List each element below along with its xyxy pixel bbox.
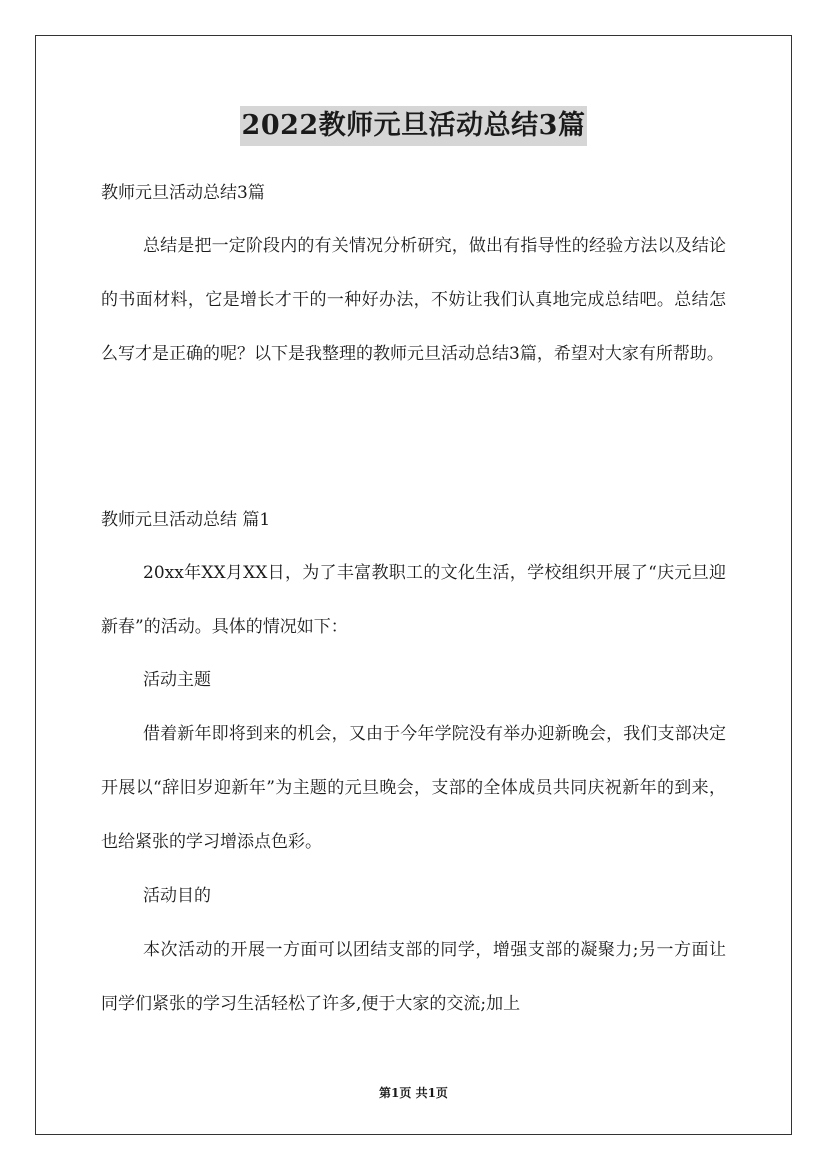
- document-subtitle: 教师元旦活动总结3篇: [101, 183, 265, 203]
- intro-paragraph: 总结是把一定阶段内的有关情况分析研究，做出有指导性的经验方法以及结论的书面材料，它是增长才干的一种好办法，不妨让我们认真地完成总结吧。总结怎么写才是正确的呢？以下是我整理的教师元旦活动总结3篇，希望对大家有所帮助。: [101, 236, 726, 364]
- section-heading: 教师元旦活动总结 篇1: [101, 510, 271, 530]
- section-paragraph: 20xx年XX月XX日，为了丰富教职工的文化生活，学校组织开展了“庆元旦迎新春”的活动。具体的情况如下：: [101, 563, 726, 637]
- theme-paragraph: 借着新年即将到来的机会，又由于今年学院没有举办迎新晚会，我们支部决定开展以“辞旧岁迎新年”为主题的元旦晚会，支部的全体成员共同庆祝新年的到来，也给紧张的学习增添点色彩。: [101, 724, 726, 852]
- theme-heading: 活动主题: [143, 670, 211, 690]
- document-title: [0, 104, 827, 146]
- page-footer: 第1页 共1页: [379, 1086, 448, 1100]
- document-title-text: 2022教师元旦活动总结3篇: [240, 106, 588, 146]
- purpose-heading: 活动目的: [143, 886, 211, 906]
- purpose-paragraph: 本次活动的开展一方面可以团结支部的同学，增强支部的凝聚力;另一方面让同学们紧张的学习生活轻松了许多,便于大家的交流;加上: [101, 940, 726, 1014]
